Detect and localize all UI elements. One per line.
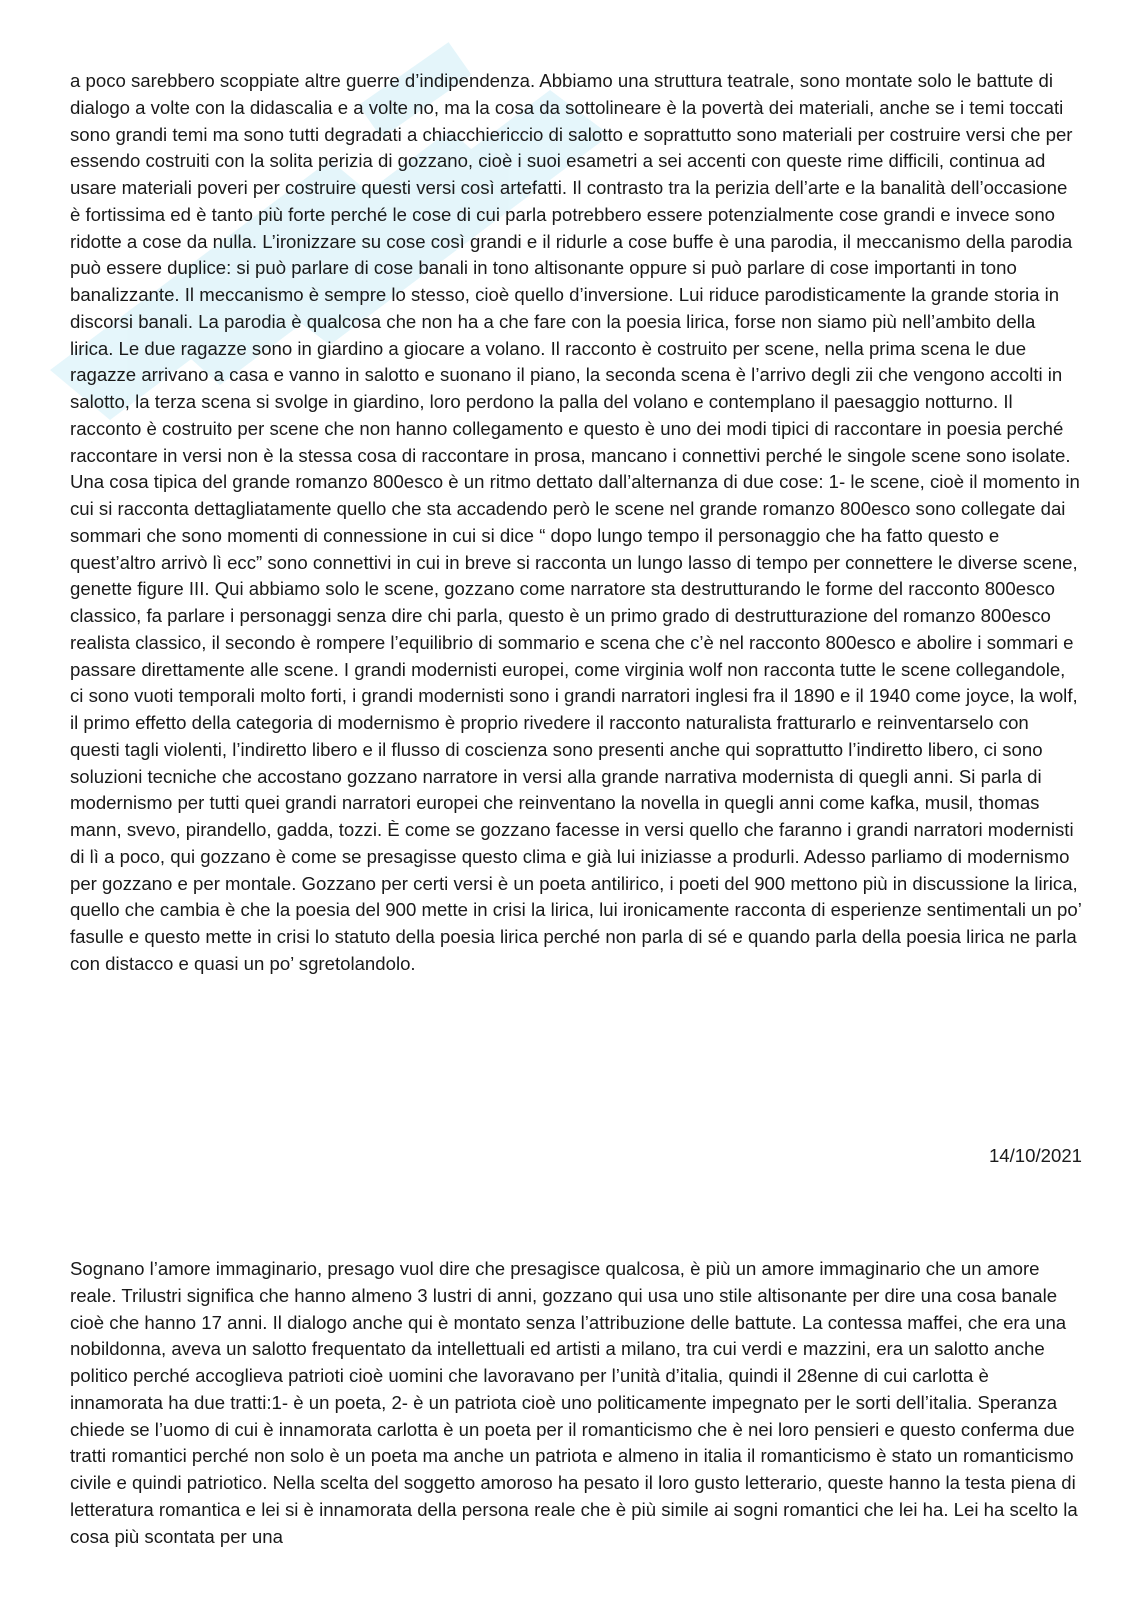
body-paragraph-1: a poco sarebbero scoppiate altre guerre d’indipendenza. Abbiamo una struttura teatrale, sono montate solo le battute di dialogo a volte con la didascalia e a volte no, ma la cosa da sottolineare è la povertà dei materiali, anche se i temi toccati sono grandi temi ma sono tutti degradati a chiacchiericcio di salotto e soprattutto sono materiali per costruire versi che per essendo costruiti con la solita perizia di gozzano, cioè i suoi esametri a sei accenti con queste rime difficili, continua ad usare materiali poveri per costruire questi versi così artefatti. Il contrasto tra la perizia dell’arte e la banalità dell’occasione è fortissima ed è tanto più forte perché le cose di cui parla potrebbero essere potenzialmente cose grandi e invece sono ridotte a cose da nulla. L’ironizzare su cose così grandi e il ridurle a cose buffe è una parodia, il meccanismo della parodia può essere duplice: si può parlare di cose banali in tono altisonante oppure si può parlare di cose importanti in tono banalizzante. Il meccanismo è sempre lo stesso, cioè quello d’inversione. Lui riduce parodisticamente la grande storia in discorsi banali. La parodia è qualcosa che non ha a che fare con la poesia lirica, forse non siamo più nell’ambito della lirica. Le due ragazze sono in giardino a giocare a volano. Il racconto è costruito per scene, nella prima scena le due ragazze arrivano a casa e vanno in salotto e suonano il piano, la seconda scena è l’arrivo degli zii che vengono accolti in salotto, la terza scena si svolge in giardino, loro perdono la palla del volano e contemplano il paesaggio notturno. Il racconto è costruito per scene che non hanno collegamento e questo è uno dei modi tipici di raccontare in poesia perché raccontare in versi non è la stessa cosa di raccontare in prosa, mancano i connettivi perché le singole scene sono isolate. Una cosa tipica del grande romanzo 800esco è un ritmo dettato dall’alternanza di due cose: 1- le scene, cioè il momento in cui si racconta dettagliatamente quello che sta accadendo però le scene nel grande romanzo 800esco sono collegate dai sommari che sono momenti di connessione in cui si dice “ dopo lungo tempo il personaggio che ha fatto questo e quest’altro arrivò lì ecc” sono connettivi in cui in breve si racconta un lungo lasso di tempo per connettere le diverse scene, genette figure III. Qui abbiamo solo le scene, gozzano come narratore sta destrutturando le forme del racconto 800esco classico, fa parlare i personaggi senza dire chi parla, questo è un primo grado di destrutturazione del romanzo 800esco realista classico, il secondo è rompere l’equilibrio di sommario e scena che c’è nel racconto 800esco e abolire i sommari e passare direttamente alle scene. I grandi modernisti europei, come virginia wolf non racconta tutte le scene collegandole, ci sono vuoti temporali molto forti, i grandi modernisti sono i grandi narratori inglesi fra il 1890 e il 1940 come joyce, la wolf, il primo effetto della categoria di modernismo è proprio rivedere il racconto naturalista fratturarlo e reinventarselo con questi tagli violenti, l’indiretto libero e il flusso di coscienza sono presenti anche qui soprattutto l’indiretto libero, ci sono soluzioni tecniche che accostano gozzano narratore in versi alla grande narrativa modernista di quegli anni. Si parla di modernismo per tutti quei grandi narratori europei che reinventano la novella in quegli anni come kafka, musil, thomas mann, svevo, pirandello, gadda, tozzi. È come se gozzano facesse in versi quello che faranno i grandi narratori modernisti di lì a poco, qui gozzano è come se presagisse questo clima e già lui iniziasse a produrli. Adesso parliamo di modernismo per gozzano e per montale. Gozzano per certi versi è un poeta antilirico, i poeti del 900 mettono più in discussione la lirica, quello che cambia è che la poesia del 900 mette in crisi la lirica, lui ironicamente racconta di esperienze sentimentali un po’ fasulle e questo mette in crisi lo statuto della poesia lirica perché non parla di sé e quando parla della poesia lirica ne parla con distacco e quasi un po’ sgretolandolo. [70,70,1082,974]
body-paragraph-2: Sognano l’amore immaginario, presago vuol dire che presagisce qualcosa, è più un amore immaginario che un amore reale. Trilustri significa che hanno almeno 3 lustri di anni, gozzano qui usa uno stile altisonante per dire una cosa banale cioè che hanno 17 anni. Il dialogo anche qui è montato senza l’attribuzione delle battute. La contessa maffei, che era una nobildonna, aveva un salotto frequentato da intellettuali ed artisti a milano, tra cui verdi e mazzini, era un salotto anche politico perché accoglieva patrioti cioè uomini che lavoravano per l’unità d’italia, quindi il 28enne di cui carlotta è innamorata ha due tratti:1- è un poeta, 2- è un patriota cioè uno politicamente impegnato per le sorti dell’italia. Speranza chiede se l’uomo di cui è innamorata carlotta è un poeta per il romanticismo che è nei loro pensieri e questo conferma due tratti romantici perché non solo è un poeta ma anche un patriota e almeno in italia il romanticismo è stato un romanticismo civile e quindi patriotico. Nella scelta del soggetto amoroso ha pesato il loro gusto letterario, queste hanno la testa piena di letteratura romantica e lei si è innamorata della persona reale che è più simile ai sogni romantici che lei ha. Lei ha scelto la cosa più scontata per una [70,1258,1078,1547]
lecture-date: 14/10/2021 [988,1145,1082,1166]
